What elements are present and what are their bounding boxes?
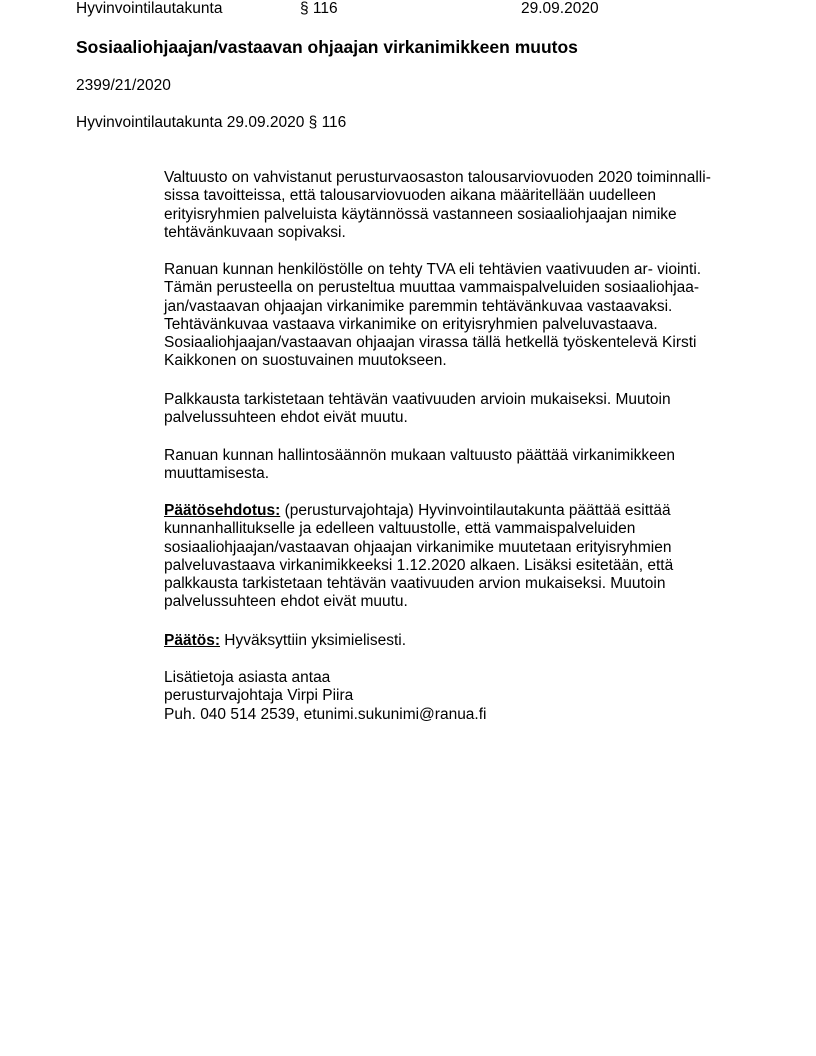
line: Palkkausta tarkistetaan tehtävän vaativuuden arvioin mukaiseksi. Muutoin <box>164 391 671 408</box>
line: Ranuan kunnan hallintosäännön mukaan valtuusto päättää virkanimikkeen <box>164 447 675 464</box>
line: Valtuusto on vahvistanut perusturvaosaston talousarviovuoden 2020 toiminnalli- <box>164 169 711 186</box>
header-board: Hyvinvointilautakunta <box>76 0 223 17</box>
decision-label: Päätös: <box>164 632 220 649</box>
case-number: 2399/21/2020 <box>76 77 171 94</box>
paragraph-3 <box>164 391 671 428</box>
line: (perusturvajohtaja) Hyvinvointilautakunta päättää esittää <box>280 502 671 519</box>
line: erityisryhmien palveluista käytännössä vastanneen sosiaaliohjaajan nimike <box>164 205 677 223</box>
line: Tämän perusteella on perusteltua muuttaa vammaispalveluiden sosiaaliohjaa- <box>164 279 700 297</box>
line: sissa tavoitteissa, että talousarviovuoden aikana määritellään uudelleen <box>164 187 656 205</box>
line: Puh. 040 514 2539, etunimi.sukunimi@ranua.fi <box>164 705 487 723</box>
line: Ranuan kunnan henkilöstölle on tehty TVA eli tehtävien vaativuuden ar- viointi. <box>164 261 702 278</box>
line: palveluvastaava virkanimikkeeksi 1.12.2020 alkaen. Lisäksi esitetään, että <box>164 556 674 574</box>
line: Sosiaaliohjaajan/vastaavan ohjaajan virassa tällä hetkellä työskentelevä Kirsti <box>164 334 697 352</box>
document-title: Sosiaaliohjaajan/vastaavan ohjaajan virkanimikkeen muutos <box>76 37 578 57</box>
line: palvelussuhteen ehdot eivät muutu. <box>164 593 408 611</box>
decision-text: Hyväksyttiin yksimielisesti. <box>220 632 407 649</box>
decision-proposal <box>164 502 673 612</box>
header-section: § 116 <box>300 0 338 17</box>
proposal-label: Päätösehdotus: <box>164 502 281 519</box>
line: perusturvajohtaja Virpi Piira <box>164 687 354 705</box>
line: muuttamisesta. <box>164 465 270 483</box>
meeting-reference: Hyvinvointilautakunta 29.09.2020 § 116 <box>76 114 347 131</box>
line: palkkausta tarkistetaan tehtävän vaativuuden arvion mukaiseksi. Muutoin <box>164 575 666 593</box>
line: sosiaaliohjaajan/vastaavan ohjaajan virkanimike muutetaan erityisryhmien <box>164 538 672 556</box>
paragraph-4 <box>164 447 675 484</box>
line: palvelussuhteen ehdot eivät muutu. <box>164 409 408 427</box>
contact-info <box>164 669 487 724</box>
line: kunnanhallitukselle ja edelleen valtuustolle, että vammaispalveluiden <box>164 520 636 538</box>
paragraph-2 <box>164 261 701 371</box>
line: jan/vastaavan ohjaajan virkanimike paremmin tehtävänkuvaa vastaavaksi. <box>164 297 673 315</box>
paragraph-1 <box>164 169 711 242</box>
line: Tehtävänkuvaa vastaava virkanimike on erityisryhmien palveluvastaava. <box>164 315 658 333</box>
header-date: 29.09.2020 <box>521 0 599 17</box>
line: tehtävänkuvaan sopivaksi. <box>164 223 346 241</box>
line: Kaikkonen on suostuvainen muutokseen. <box>164 352 447 370</box>
line: Lisätietoja asiasta antaa <box>164 669 331 686</box>
decision <box>164 632 406 650</box>
